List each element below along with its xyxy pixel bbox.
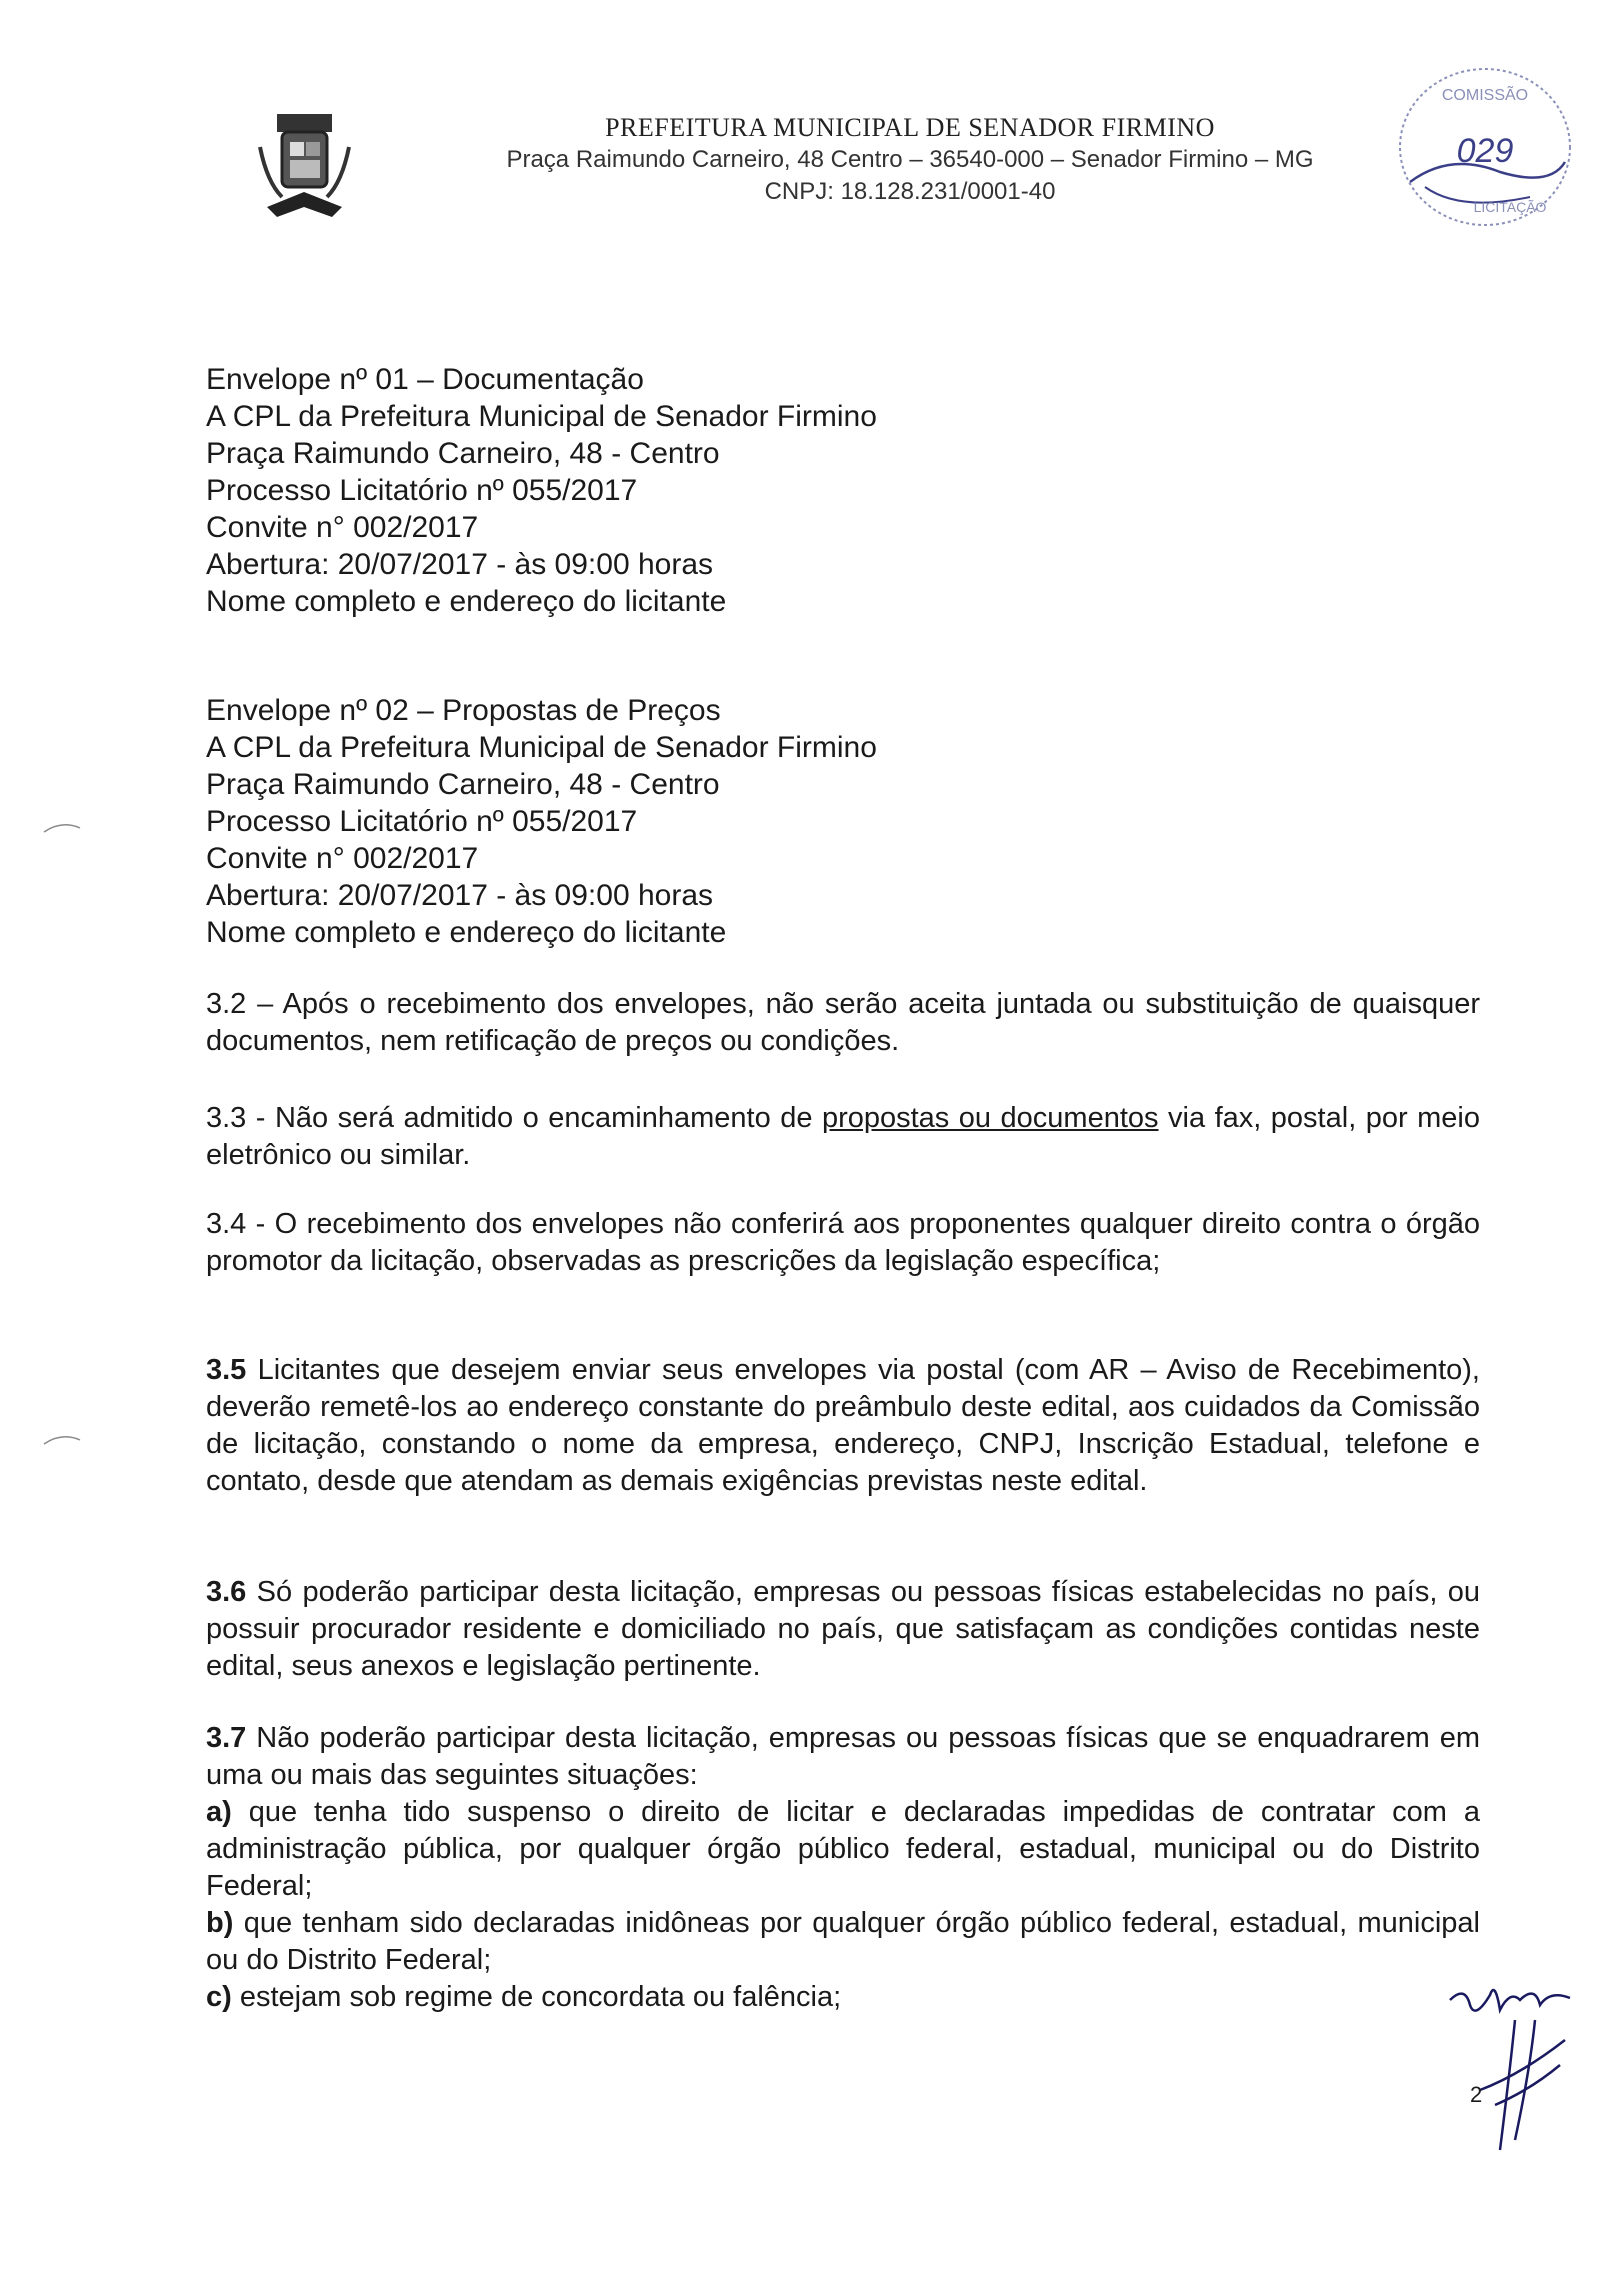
envelope-2-line: Abertura: 20/07/2017 - às 09:00 horas [206, 879, 714, 912]
section-3-2-text: 3.2 – Após o recebimento dos envelopes, não serão aceita juntada ou substituição de quaisquer documentos, nem retificação de preços ou condições. [206, 988, 1480, 1057]
envelope-2-line: A CPL da Prefeitura Municipal de Senador Firmino [206, 731, 877, 764]
municipal-crest-icon [252, 112, 357, 227]
section-3-4 [206, 1206, 1480, 1280]
item-b-text: que tenham sido declaradas inidôneas por qualquer órgão público federal, estadual, municipal ou do Distrito Federal; [206, 1907, 1480, 1976]
page-number: 2 [1470, 2082, 1483, 2107]
section-number: 3.7 [206, 1722, 247, 1754]
section-3-2 [206, 986, 1480, 1060]
item-c-text: estejam sob regime de concordata ou falência; [231, 1981, 842, 2013]
item-label: a) [206, 1796, 232, 1828]
envelope-2-label [206, 692, 1406, 951]
envelope-1-line: Envelope nº 01 – Documentação [206, 363, 644, 396]
letterhead-cnpj: CNPJ: 18.128.231/0001-40 [764, 178, 1056, 205]
section-3-5-text [206, 1352, 1480, 1500]
item-b [206, 1905, 1480, 1979]
envelope-2-line: Nome completo e endereço do licitante [206, 916, 727, 949]
signature-initials [1440, 1980, 1600, 2170]
envelope-1-line: Abertura: 20/07/2017 - às 09:00 horas [206, 548, 714, 581]
section-number: 3.5 [206, 1354, 247, 1386]
envelope-2-line: Envelope nº 02 – Propostas de Preços [206, 694, 721, 727]
section-3-4-text: 3.4 - O recebimento dos envelopes não conferirá aos proponentes qualquer direito contra o órgão promotor da licitação, observadas as prescrições da legislação específica; [206, 1208, 1480, 1277]
item-a [206, 1794, 1480, 1905]
section-3-6-body: Só poderão participar desta licitação, empresas ou pessoas físicas estabelecidas no país, ou possuir procurador residente e domiciliado no país, que satisfaçam as condições contidas neste edital, seus anexos e legislação pertinente. [206, 1576, 1480, 1682]
section-3-5 [206, 1352, 1480, 1500]
section-3-3-text-a: 3.3 - Não será admitido o encaminhamento de [206, 1102, 822, 1134]
envelope-2-line: Convite n° 002/2017 [206, 842, 479, 875]
item-a-text: que tenha tido suspenso o direito de licitar e declaradas impedidas de contratar com a administração pública, por qualquer órgão público federal, estadual, municipal ou do Distrito Federal; [206, 1796, 1480, 1902]
section-3-3-text-b: via fax, postal, por meio eletrônico ou similar. [206, 1102, 1480, 1171]
section-3-3-text [206, 1100, 1480, 1174]
envelope-1-line: A CPL da Prefeitura Municipal de Senador Firmino [206, 400, 877, 433]
letterhead [440, 112, 1380, 208]
envelope-2-line: Praça Raimundo Carneiro, 48 - Centro [206, 768, 720, 801]
letterhead-address: Praça Raimundo Carneiro, 48 Centro – 36540-000 – Senador Firmino – MG [506, 146, 1314, 173]
section-3-5-body: Licitantes que desejem enviar seus envelopes via postal (com AR – Aviso de Recebimento), deverão remetê-los ao endereço constante do preâmbulo deste edital, aos cuidados da Comissão de licitação, constando o nome da empresa, endereço, CNPJ, Inscrição Estadual, telefone e contato, desde que atendam as demais exigências previstas neste edital. [206, 1354, 1480, 1497]
commission-stamp [1390, 62, 1580, 232]
envelope-1-label [206, 361, 1406, 620]
scan-mark [42, 820, 82, 834]
envelope-1-line: Praça Raimundo Carneiro, 48 - Centro [206, 437, 720, 470]
section-3-3 [206, 1100, 1480, 1174]
scan-mark [42, 1432, 82, 1446]
letterhead-title: PREFEITURA MUNICIPAL DE SENADOR FIRMINO [605, 113, 1215, 142]
envelope-2-line: Processo Licitatório nº 055/2017 [206, 805, 638, 838]
section-number: 3.6 [206, 1576, 247, 1608]
section-3-7-text [206, 1720, 1480, 1794]
item-label: c) [206, 1981, 232, 2013]
section-3-3-underlined: propostas ou documentos [821, 1102, 1159, 1134]
envelope-1-line: Convite n° 002/2017 [206, 511, 479, 544]
section-3-7-body: Não poderão participar desta licitação, empresas ou pessoas físicas que se enquadrarem em uma ou mais das seguintes situações: [206, 1722, 1480, 1791]
stamp-number: 029 [1456, 132, 1514, 170]
item-c [206, 1979, 1480, 2016]
stamp-top-text: COMISSÃO [1441, 87, 1529, 104]
envelope-1-line: Nome completo e endereço do licitante [206, 585, 727, 618]
envelope-1-line: Processo Licitatório nº 055/2017 [206, 474, 638, 507]
section-3-6-text [206, 1574, 1480, 1685]
item-label: b) [206, 1907, 234, 1939]
stamp-bottom-text: LICITAÇÃO [1473, 199, 1547, 215]
section-3-6 [206, 1574, 1480, 1685]
section-3-7 [206, 1720, 1480, 2016]
